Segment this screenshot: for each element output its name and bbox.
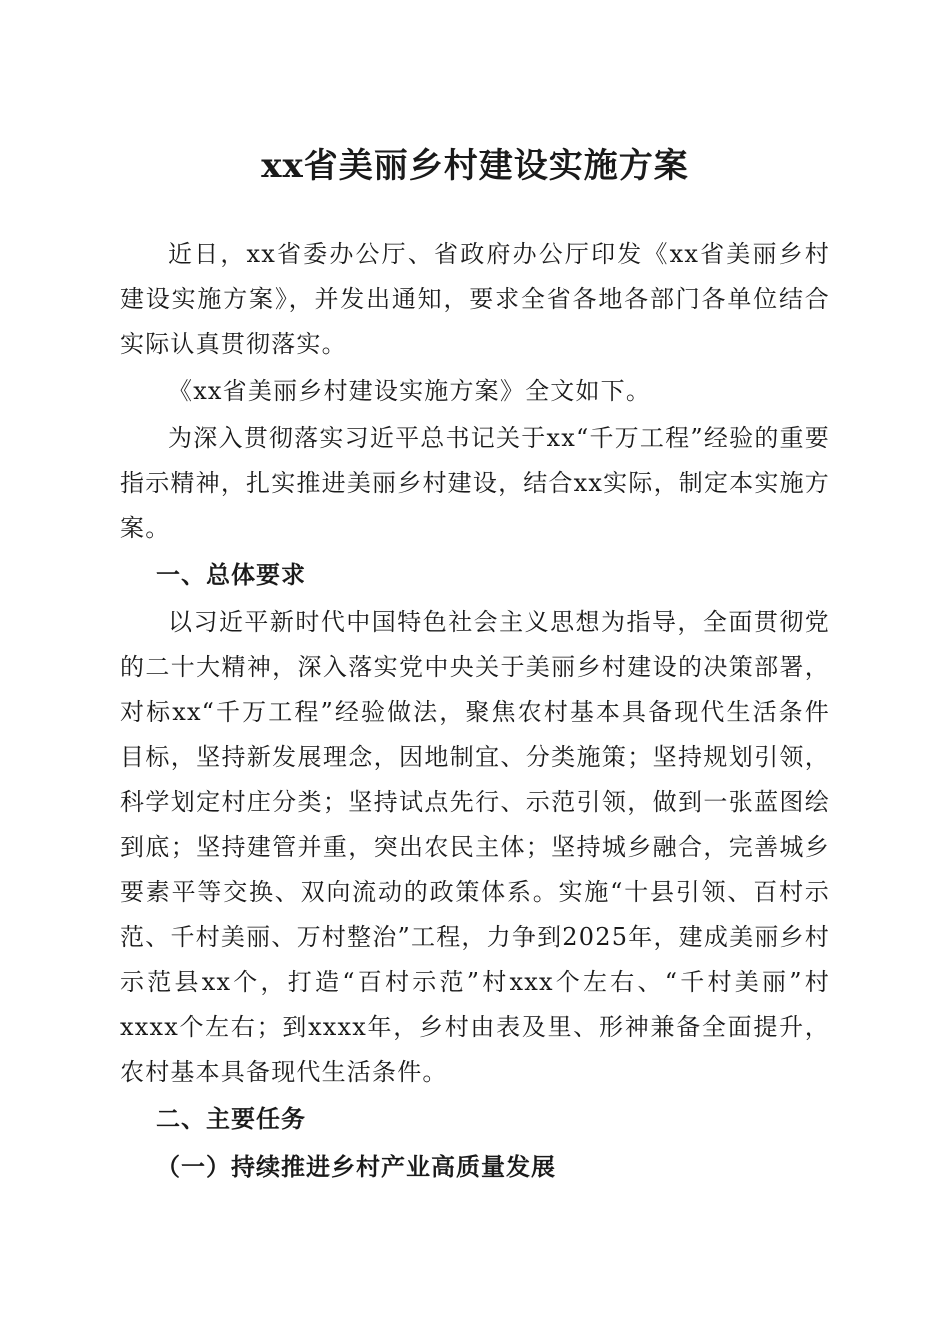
fulltext-note-paragraph: 《xx省美丽乡村建设实施方案》全文如下。	[168, 377, 652, 405]
general-requirements-paragraph: 以习近平新时代中国特色社会主义思想为指导，全面贯彻党的二十大精神，深入落实党中央关于美丽乡村建设的决策部署，对标xx“千万工程”经验做法，聚焦农村基本具备现代生活条件目标，坚持新发展理念，因地制宜、分类施策；坚持规划引领，科学划定村庄分类；坚持试点先行、示范引领，做到一张蓝图绘到底；坚持建管并重，突出农民主体；坚持城乡融合，完善城乡要素平等交换、双向流动的政策体系。实施“十县引领、百村示范、千村美丽、万村整治”工程，力争到2025年，建成美丽乡村示范县xx个，打造“百村示范”村xxx个左右、“千村美丽”村xxxx个左右；到xxxx年，乡村由表及里、形神兼备全面提升，农村基本具备现代生活条件。	[120, 608, 830, 1086]
subsection-heading-industry: （一）持续推进乡村产业高质量发展	[156, 1152, 556, 1181]
intro-paragraph: 近日，xx省委办公厅、省政府办公厅印发《xx省美丽乡村建设实施方案》，并发出通知，要求全省各地各部门各单位结合实际认真贯彻落实。	[120, 240, 830, 358]
section-heading-main-tasks: 二、主要任务	[156, 1105, 306, 1133]
document-title: xx省美丽乡村建设实施方案	[261, 146, 689, 186]
purpose-paragraph: 为深入贯彻落实习近平总书记关于xx“千万工程”经验的重要指示精神，扎实推进美丽乡村建设，结合xx实际，制定本实施方案。	[120, 424, 830, 542]
section-heading-general-requirements: 一、总体要求	[156, 561, 306, 589]
document-body	[120, 232, 830, 1189]
